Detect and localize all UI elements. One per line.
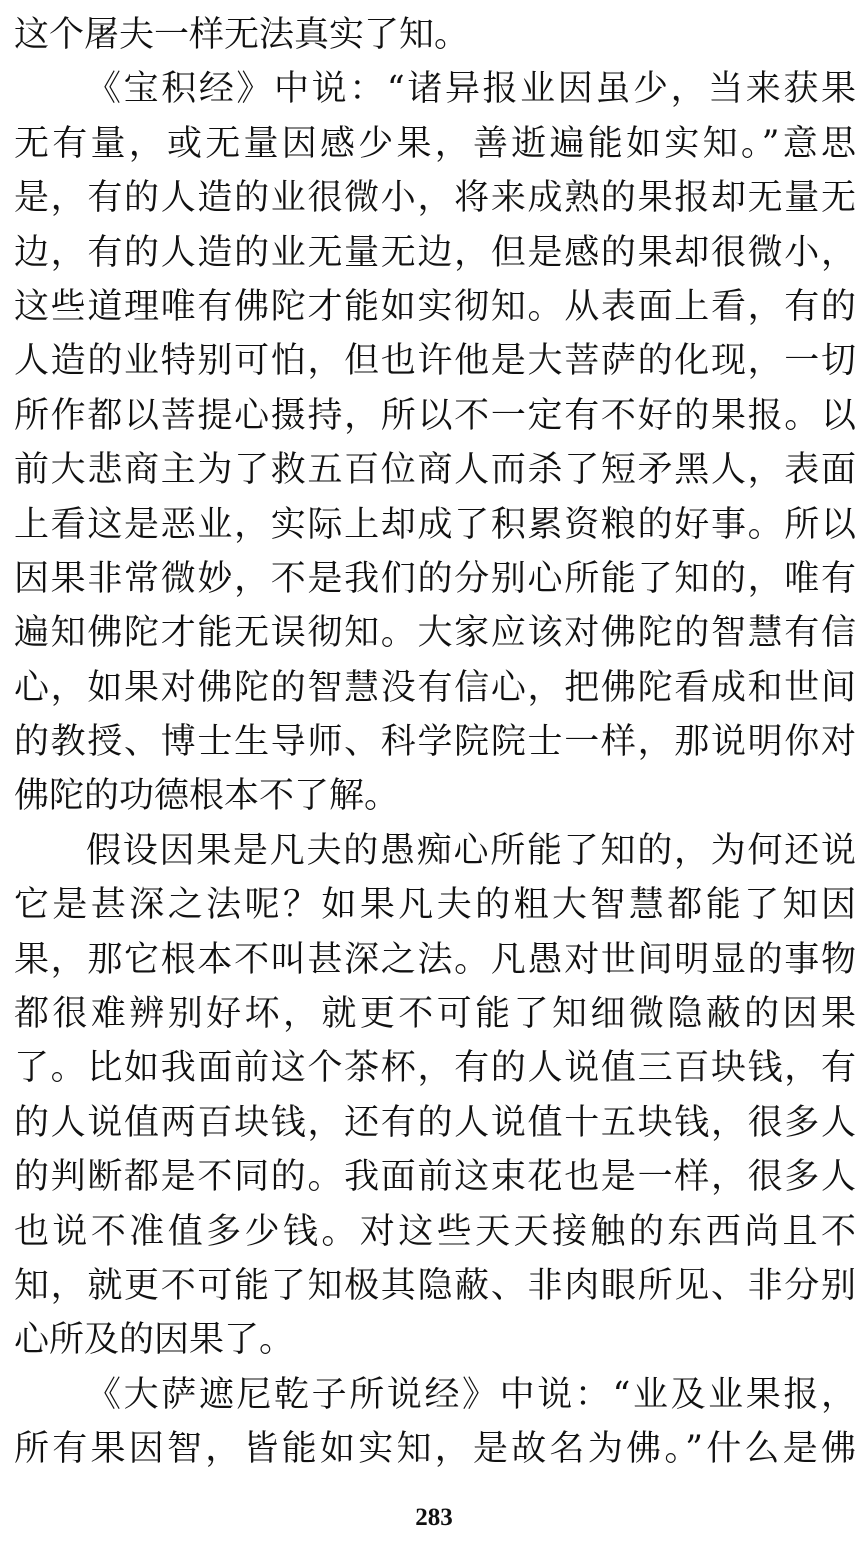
text-line: 的人说值两百块钱，还有的人说值十五块钱，很多人 [14,1102,856,1143]
text-line: 心，如果对佛陀的智慧没有信心，把佛陀看成和世间 [14,667,856,708]
text-line: 的判断都是不同的。我面前这束花也是一样，很多人 [14,1157,856,1198]
text-line: 了。比如我面前这个茶杯，有的人说值三百块钱，有 [14,1048,856,1089]
text-line: 佛陀的功德根本不了解。 [14,776,400,817]
text-line: 果，那它根本不叫甚深之法。凡愚对世间明显的事物 [14,939,856,980]
text-line: 是，有的人造的业很微小，将来成熟的果报却无量无 [14,178,856,219]
text-line: 假设因果是凡夫的愚痴心所能了知的，为何还说 [86,830,856,871]
text-line: 的教授、博士生导师、科学院院士一样，那说明你对 [14,722,856,763]
paragraph [14,824,856,1368]
text-line: 这些道理唯有佛陀才能如实彻知。从表面上看，有的 [14,286,856,327]
text-line: 知，就更不可能了知极其隐蔽、非肉眼所见、非分别 [14,1265,856,1306]
text-line: 遍知佛陀才能无误彻知。大家应该对佛陀的智慧有信 [14,613,856,654]
text-line: 都很难辨别好坏，就更不可能了知细微隐蔽的因果 [14,994,856,1035]
text-line: 心所及的因果了。 [14,1320,295,1361]
text-line: 所作都以菩提心摄持，所以不一定有不好的果报。以 [14,395,856,436]
page-number: 283 [415,1504,453,1531]
text-line: 也说不准值多少钱。对这些天天接触的东西尚且不 [14,1211,856,1252]
text-line: 所有果因智，皆能如实知，是故名为佛。”什么是佛 [14,1429,856,1470]
text-line: 这个屠夫一样无法真实了知。 [14,15,470,55]
text-line: 《宝积经》中说：“诸异报业因虽少，当来获果 [86,69,856,110]
text-line: 人造的业特别可怕，但也许他是大菩萨的化现，一切 [14,341,856,382]
text-line: 它是甚深之法呢？如果凡夫的粗大智慧都能了知因 [14,885,856,926]
text-line: 边，有的人造的业无量无边，但是感的果却很微小， [14,232,856,273]
paragraph [14,62,856,823]
body-text [14,8,856,1477]
paragraph [14,8,856,62]
text-line: 因果非常微妙，不是我们的分别心所能了知的，唯有 [14,558,856,599]
text-line: 无有量，或无量因感少果，善逝遍能如实知。”意思 [14,123,856,164]
text-line: 前大悲商主为了救五百位商人而杀了短矛黑人，表面 [14,450,856,491]
text-line: 《大萨遮尼乾子所说经》中说：“业及业果报， [86,1374,856,1415]
paragraph [14,1368,856,1477]
text-line: 上看这是恶业，实际上却成了积累资粮的好事。所以 [14,504,856,545]
